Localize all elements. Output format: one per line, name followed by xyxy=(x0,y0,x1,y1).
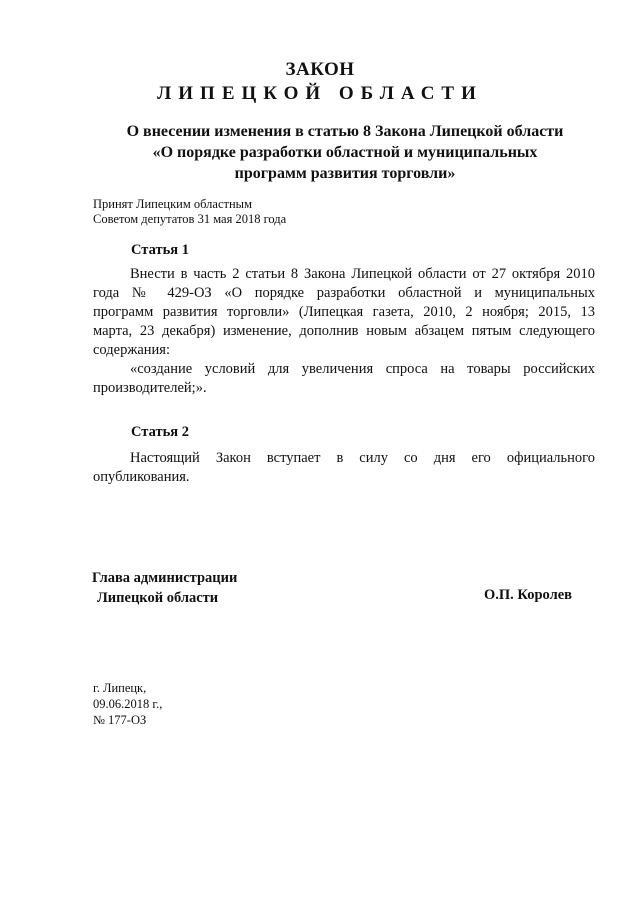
adoption-note xyxy=(93,197,493,227)
article-2-heading: Статья 2 xyxy=(131,424,189,440)
article-1-heading: Статья 1 xyxy=(131,242,189,258)
signatory-name: О.П. Королев xyxy=(484,587,572,603)
position-line: Липецкой области xyxy=(97,590,219,606)
signatory-position xyxy=(92,568,237,608)
document-footer xyxy=(93,680,162,728)
article-1-line: программ развития торговли» (Липецкая газета, 2010, 2 ноября; 2015, 13 xyxy=(93,304,595,320)
subtitle-line: О внесении изменения в статью 8 Закона Липецкой области xyxy=(126,123,564,140)
adoption-line: Советом депутатов 31 мая 2018 года xyxy=(93,212,287,226)
article-2-body xyxy=(93,449,595,487)
article-1-line: «создание условий для увеличения спроса на товары российских xyxy=(130,361,595,377)
document-subtitle xyxy=(60,121,630,184)
footer-city: г. Липецк, xyxy=(93,681,147,695)
subtitle-line: программ развития торговли» xyxy=(234,165,456,182)
document-title: ЗАКОН xyxy=(285,59,355,80)
footer-date: 09.06.2018 г., xyxy=(93,697,163,711)
footer-number: № 177-ОЗ xyxy=(93,713,147,727)
article-1-line: производителей;». xyxy=(93,380,207,396)
article-2-line: Настоящий Закон вступает в силу со дня его официального xyxy=(130,450,595,466)
article-1-line: Внести в часть 2 статьи 8 Закона Липецкой области от 27 октября 2010 xyxy=(130,266,595,282)
subtitle-line: «О порядке разработки областной и муниципальных xyxy=(152,144,538,161)
article-1-line: содержания: xyxy=(93,342,171,358)
position-line: Глава администрации xyxy=(92,570,238,586)
article-2-line: опубликования. xyxy=(93,469,190,485)
document-region: ЛИПЕЦКОЙ ОБЛАСТИ xyxy=(157,83,483,104)
article-1-line: года № 429-ОЗ «О порядке разработки областной и муниципальных xyxy=(93,285,595,301)
article-1-body xyxy=(93,265,595,398)
article-1-line: марта, 23 декабря) изменение, дополнив новым абзацем пятым следующего xyxy=(93,323,595,339)
adoption-line: Принят Липецким областным xyxy=(93,197,252,211)
